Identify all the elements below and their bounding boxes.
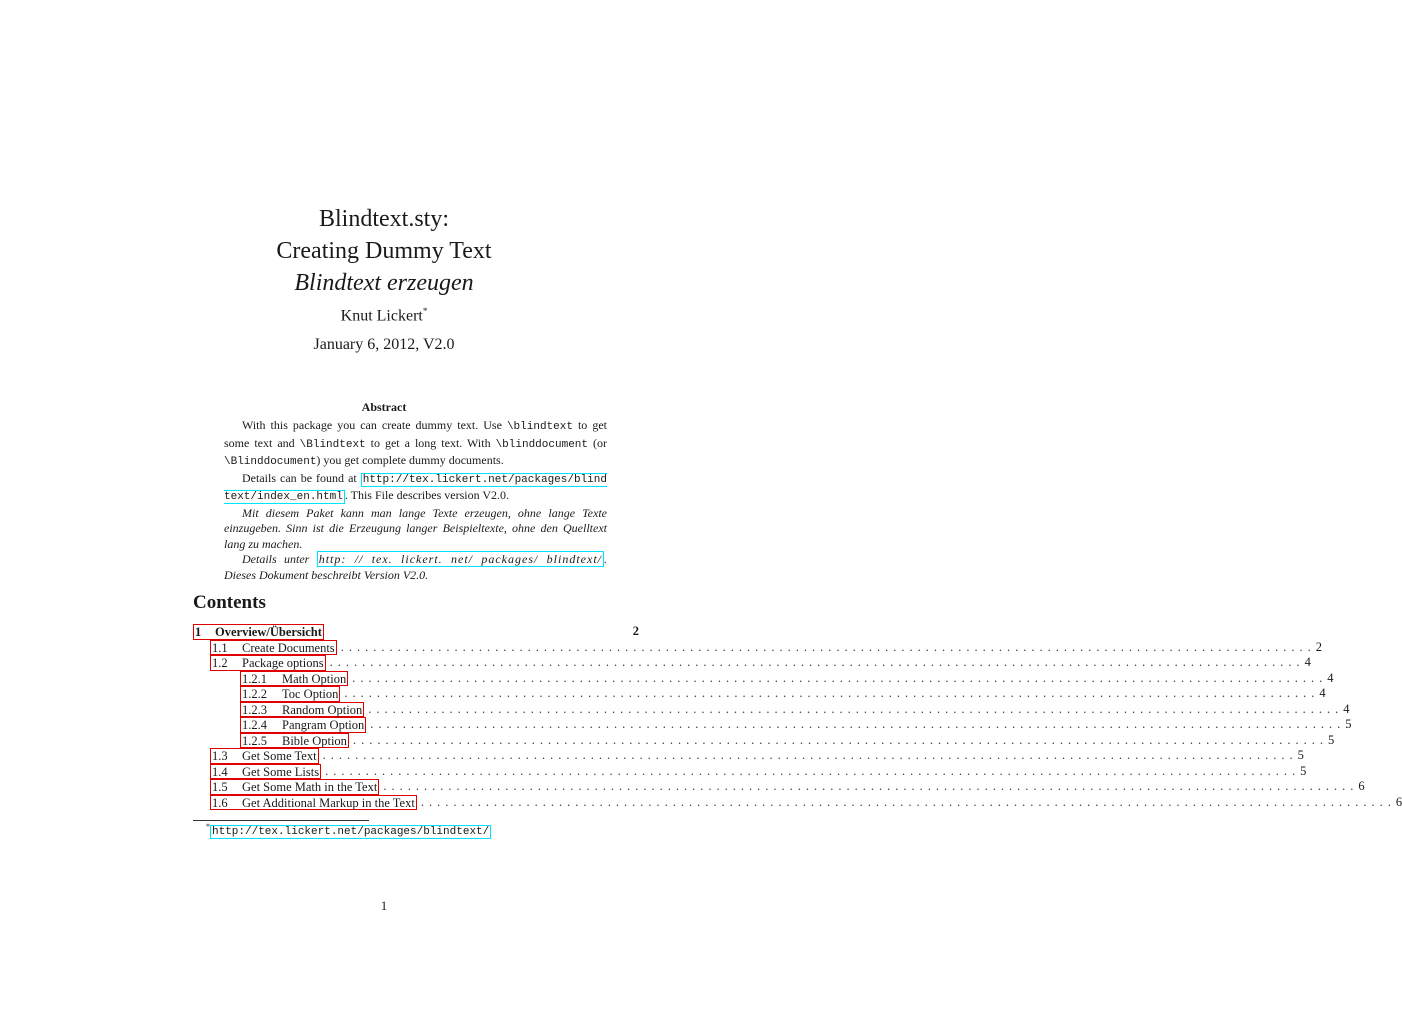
toc-entry-page: 4 xyxy=(1343,701,1350,716)
footnote xyxy=(206,822,491,838)
toc-entry-link[interactable] xyxy=(240,686,340,702)
toc-leader-dots: ........................................................................................................................ xyxy=(383,779,1359,793)
toc-entry-title: Random Option xyxy=(282,702,363,717)
toc-entry-number: 1.5 xyxy=(212,780,228,794)
contents-heading: Contents xyxy=(193,592,266,613)
toc-entry-title: Create Documents xyxy=(242,640,335,655)
toc-entry-page: 6 xyxy=(1395,794,1402,809)
abstract-paragraph-3: Mit diesem Paket kann man lange Texte erzeugen, ohne lange Texte einzugeben. Sinn ist die Erzeugung langer Beispieltexte, ohne den Quelltext lang zu machen. xyxy=(224,505,607,551)
toc-leader-dots: ........................................................................................................................ xyxy=(344,686,1320,700)
toc-entry[interactable] xyxy=(193,732,1335,749)
toc-leader-dots: ........................................................................................................................ xyxy=(420,794,1396,809)
author-name: Knut Lickert xyxy=(340,307,423,325)
details-link[interactable]: http://tex.lickert.net/packages/blindtext/index_en.html xyxy=(224,473,607,503)
toc-entry-link[interactable] xyxy=(210,779,379,795)
toc-entry-link[interactable] xyxy=(210,748,319,764)
title-line-2: Creating Dummy Text xyxy=(276,238,492,264)
toc-entry-title: Package options xyxy=(242,656,324,670)
toc-entry-number: 1.2 xyxy=(212,656,228,670)
toc-entry[interactable] xyxy=(193,748,1304,764)
abstract-paragraph-1: With this package you can create dummy text. Use \blindtext to get some text and \Blindtext to get a long text. With \blinddocument (or \Blinddocument) you get complete dummy documents. xyxy=(224,418,607,468)
toc-entry[interactable] xyxy=(193,670,1334,687)
toc-entry-link[interactable] xyxy=(240,702,364,718)
toc-leader-dots: ........................................................................................................................ xyxy=(370,717,1346,731)
table-of-contents xyxy=(193,624,1402,810)
toc-entry-page: 4 xyxy=(1327,670,1334,685)
toc-entry-link[interactable] xyxy=(210,655,326,671)
toc-entry-title: Bible Option xyxy=(282,733,347,748)
toc-entry-link[interactable] xyxy=(193,624,324,640)
author-footnote-mark[interactable]: * xyxy=(422,306,428,316)
toc-entry-link[interactable] xyxy=(210,640,337,656)
toc-entry-number: 1.2.4 xyxy=(242,718,267,732)
toc-entry-title: Get Some Lists xyxy=(242,764,320,779)
toc-entry-number: 1.3 xyxy=(212,749,228,763)
toc-entry-page: 2 xyxy=(1315,639,1322,654)
abstract-paragraph-4: Details unter http: // tex. lickert. net/ packages/ blindtext/ . Dieses Dokument beschreibt Version V2.0. xyxy=(224,552,607,582)
toc-entry-number: 1.2.2 xyxy=(242,687,267,701)
toc-entry-number: 1 xyxy=(195,625,202,639)
toc-entry-number: 1.1 xyxy=(212,640,228,655)
toc-entry-link[interactable] xyxy=(210,764,321,780)
toc-leader-dots: ........................................................................................................................ xyxy=(329,655,1305,669)
toc-entry-number: 1.6 xyxy=(212,795,228,810)
footnote-rule xyxy=(193,820,369,821)
toc-leader-dots: ........................................................................................................................ xyxy=(340,639,1316,654)
title-line-3: Blindtext erzeugen xyxy=(294,270,474,296)
toc-leader-dots: ........................................................................................................................ xyxy=(352,732,1328,747)
toc-entry[interactable] xyxy=(193,655,1311,671)
toc-entry-title: Get Additional Markup in the Text xyxy=(242,795,415,810)
toc-entry[interactable] xyxy=(193,794,1402,811)
toc-entry-title: Get Some Math in the Text xyxy=(242,780,378,794)
toc-leader-dots: ........................................................................................................................ xyxy=(352,670,1328,685)
footnote-mark: * xyxy=(206,822,210,831)
toc-entry-page: 5 xyxy=(1300,763,1307,778)
document-date: January 6, 2012, V2.0 xyxy=(313,336,455,353)
toc-entry-page: 5 xyxy=(1327,732,1335,747)
toc-entry-page: 5 xyxy=(1345,717,1352,731)
toc-entry-page: 6 xyxy=(1358,779,1365,793)
toc-entry[interactable] xyxy=(193,701,1350,718)
abstract-body xyxy=(224,418,607,583)
toc-entry-title: Get Some Text xyxy=(242,749,317,763)
toc-entry[interactable] xyxy=(193,624,639,640)
toc-entry-number: 1.4 xyxy=(212,764,228,779)
toc-entry[interactable] xyxy=(193,717,1352,733)
toc-entry[interactable] xyxy=(193,686,1326,702)
toc-entry-page: 2 xyxy=(632,624,639,638)
toc-entry-title: Overview/Übersicht xyxy=(215,625,322,639)
toc-entry-page: 4 xyxy=(1319,686,1326,700)
toc-entry[interactable] xyxy=(193,763,1307,780)
toc-entry[interactable] xyxy=(193,779,1365,795)
toc-leader-dots: ........................................................................................................................ xyxy=(322,748,1298,762)
details-link-de[interactable]: http: // tex. lickert. net/ packages/ blindtext/ xyxy=(318,552,602,566)
toc-entry-number: 1.2.1 xyxy=(242,671,267,686)
toc-leader-dots: ........................................................................................................................ xyxy=(368,701,1344,716)
toc-entry-title: Toc Option xyxy=(282,687,339,701)
toc-leader-dots xyxy=(324,624,623,640)
toc-leader-dots: ........................................................................................................................ xyxy=(325,763,1301,778)
author xyxy=(0,306,768,325)
toc-entry-title: Math Option xyxy=(282,671,347,686)
title-line-1: Blindtext.sty: xyxy=(318,206,449,232)
toc-entry-link[interactable] xyxy=(240,717,366,733)
toc-entry-page: 5 xyxy=(1297,748,1304,762)
abstract-paragraph-2: Details can be found at http://tex.lickert.net/packages/blindtext/index_en.html . This File describes version V2.0. xyxy=(224,470,607,503)
toc-entry-number: 1.2.3 xyxy=(242,702,267,717)
abstract-heading: Abstract xyxy=(361,400,407,414)
toc-entry-title: Pangram Option xyxy=(282,718,365,732)
toc-entry-link[interactable] xyxy=(240,671,348,687)
footnote-link[interactable]: http://tex.lickert.net/packages/blindtext/ xyxy=(212,825,490,838)
toc-entry-number: 1.2.5 xyxy=(242,733,267,748)
page-number: 1 xyxy=(380,898,388,913)
toc-entry[interactable] xyxy=(193,639,1322,656)
toc-entry-link[interactable] xyxy=(240,733,349,749)
toc-entry-page: 4 xyxy=(1304,655,1311,669)
document-title xyxy=(0,203,768,299)
toc-entry-link[interactable] xyxy=(210,795,417,811)
